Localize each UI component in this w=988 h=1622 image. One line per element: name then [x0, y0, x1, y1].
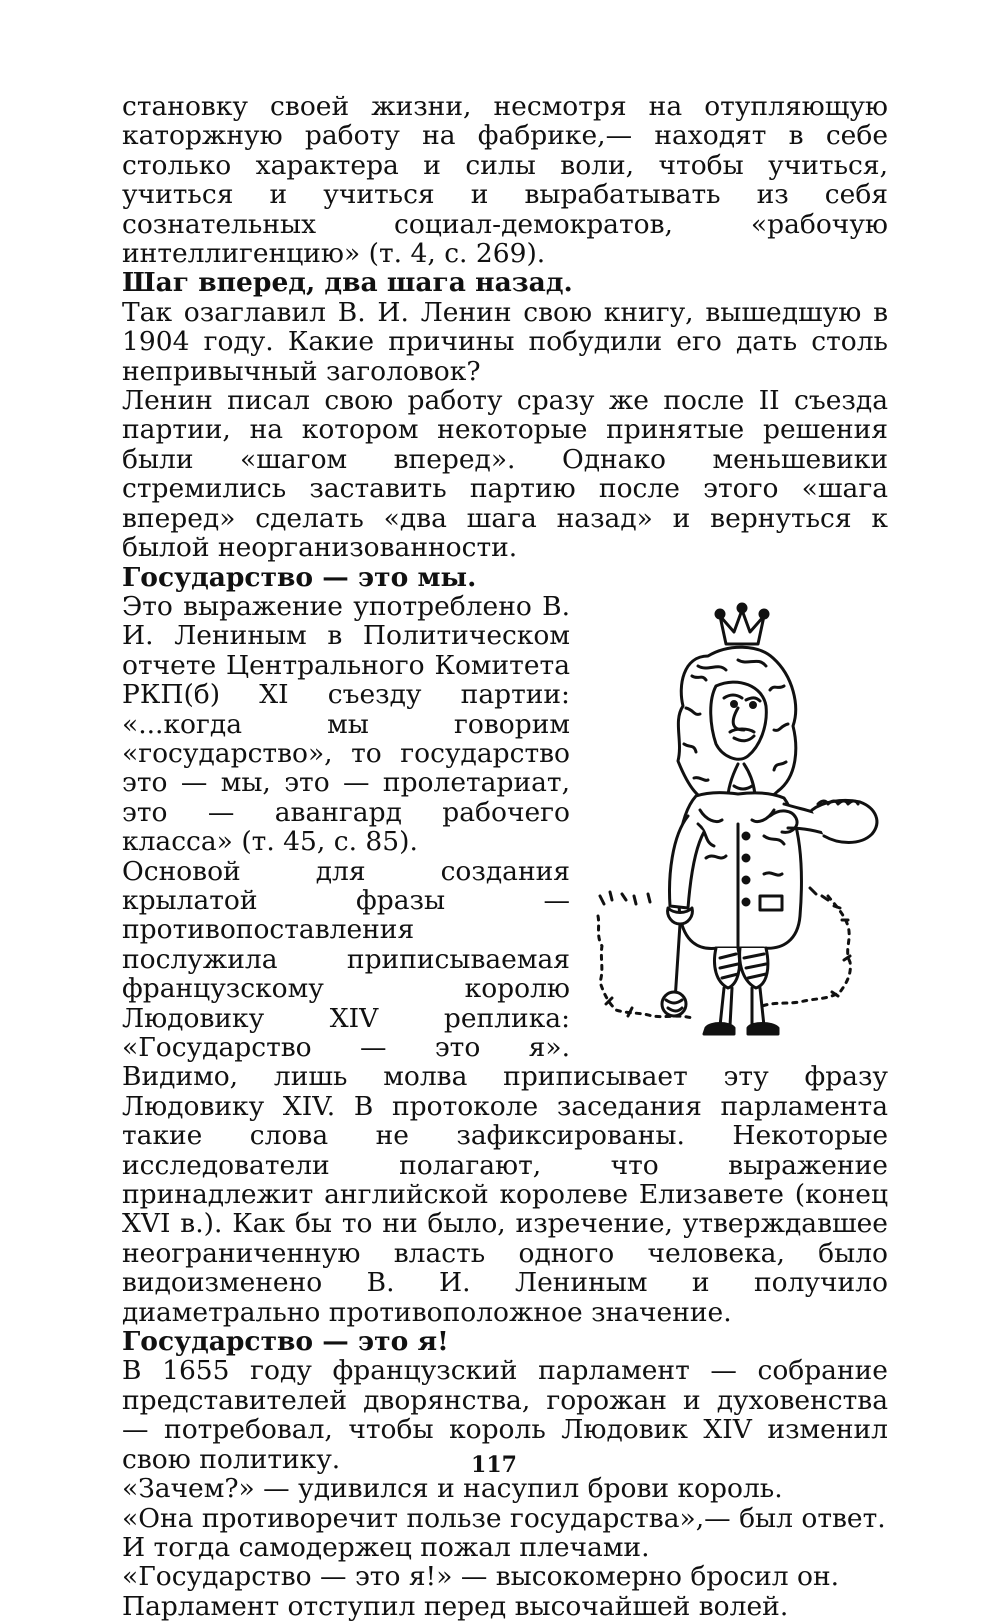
main-text — [122, 92, 888, 1621]
heading-gosudarstvo-my: Государство — это мы. — [122, 561, 477, 593]
king-louis-xiv-caricature-icon — [588, 596, 888, 1036]
paragraph: «Она противоречит пользе государства»,— был ответ. — [122, 1502, 886, 1534]
paragraph-continuation: становку своей жизни, несмотря на отупляющую каторжную работу на фабрике,— находят в себе столько характера и силы воли, чтобы учиться, учиться и учиться и вырабатывать из себя сознательных социал-демократов, «рабочую интеллигенцию» (т. 4, с. 269). — [122, 91, 888, 270]
paragraph: «Государство — это я!» — высокомерно бросил он. — [122, 1561, 840, 1593]
heading-shag-vpered: Шаг вперед, два шага назад. — [122, 267, 573, 299]
paragraph: Так озаглавил В. И. Ленин свою книгу, вышедшую в 1904 году. Какие причины побудили его дать столь непривычный заголовок? — [122, 296, 888, 387]
paragraph: Парламент отступил перед высочайшей волей. — [122, 1590, 789, 1622]
paragraph: Ленин писал свою работу сразу же после II съезда партии, на котором некоторые принятые решения были «шагом вперед». Однако меньшевики стремились заставить партию после этого «шага вперед» сделать «два шага назад» и вернуться к былой неорганизованности. — [122, 385, 888, 564]
paragraph: «Зачем?» — удивился и насупил брови король. — [122, 1473, 783, 1505]
heading-gosudarstvo-ya: Государство — это я! — [122, 1326, 449, 1358]
paragraph: Это выражение употреблено В. И. Лениным в Политическом отчете Центрального Комитета РКП(б) XI съезду партии: «...когда мы говорим «государство», то государство это — мы, это — пролетариат, это — авангард рабочего класса» (т. 45, с. 85). — [122, 590, 570, 858]
paragraph: Основой для создания крылатой фразы — противопоставления послужила приписываемая французскому королю Людовику XIV реплика: «Государство — это я». Видимо, лишь молва приписывает эту фразу Людовику XIV. В протоколе заседания парламента такие слова не зафиксированы. Некоторые исследователи полагают, что выражение принадлежит английской королеве Елизавете (конец XVI в.). Как бы то ни было, изречение, утверждавшее неограниченную власть одного человека, было видоизменено В. И. Лениным и получило диаметрально противоположное значение. — [122, 855, 888, 1328]
paragraph: И тогда самодержец пожал плечами. — [122, 1531, 650, 1563]
paragraph: В 1655 году французский парламент — собрание представителей дворянства, горожан и духовенства — потребовал, чтобы король Людовик XIV изменил свою политику. — [122, 1355, 888, 1475]
page-number: 117 — [471, 1452, 517, 1478]
king-illustration — [588, 596, 888, 1036]
